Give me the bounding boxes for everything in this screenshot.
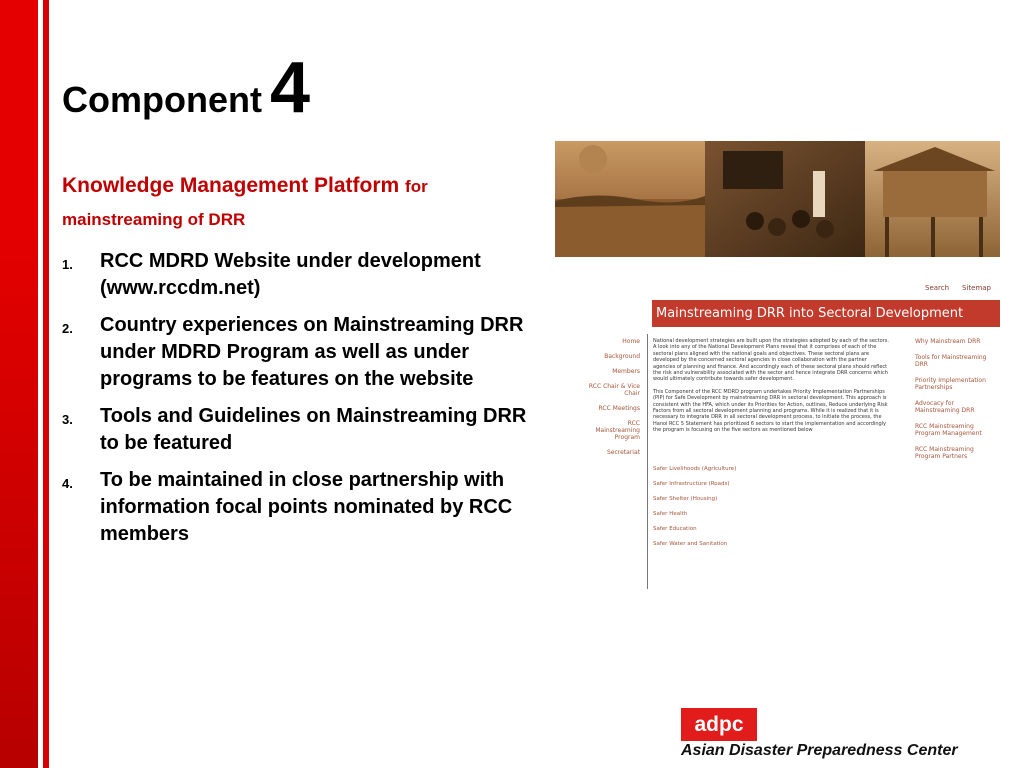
site-paragraph: National development strategies are built upon the strategies adopted by each of the sectors. A look into any of the National Development Plans reveal that it comprises of each of the sectoral plans aligned with the national goals and objectives. These sectoral plans are developed by the concerned sectoral agencies in close collaboration with the partner agencies of planning and finance. And accordingly each of these sectoral plans should reflect the risk and vulnerability associated with the sector and hence integrate DRR concerns which would ultimately contribute towards safer development.	[653, 338, 889, 383]
site-sector-link[interactable]: Safer Water and Sanitation	[653, 541, 728, 547]
site-nav-item[interactable]: Secretariat	[606, 449, 640, 456]
site-left-nav	[585, 338, 640, 464]
list-number: 3.	[62, 412, 73, 427]
organization-name: Asian Disaster Preparedness Center	[681, 742, 958, 759]
site-right-link[interactable]: RCC Mainstreaming Program Management	[915, 422, 982, 437]
site-right-link[interactable]: Tools for Mainstreaming DRR	[915, 353, 987, 368]
list-item	[62, 403, 532, 457]
site-paragraph: This Component of the RCC MDRD program undertakes Priority Implementation Partnerships (PIP) for Safe Development by mainstreaming DRR in sectoral development. This approach is consistent with the HFA, which under its Priorities for Action, outlines, Reduce underlying Risk Factors from all sectoral development planning and programs. While it is realized that it is necessary to integrate DRR in all sectoral development process, to initiate the process, the Hanoi RCC 5 Statement has prioritized 6 sectors to start the implementation and accordingly the program is focusing on the five sectors as mentioned below	[653, 388, 888, 434]
website-screenshot	[585, 280, 1005, 590]
list-number: 2.	[62, 321, 73, 336]
site-sector-link[interactable]: Safer Infrastructure (Roads)	[653, 481, 730, 487]
site-body-text	[653, 338, 889, 440]
header-photo-collage	[555, 141, 1000, 257]
site-search-link[interactable]: Search	[925, 284, 950, 292]
list-text: Country experiences on Mainstreaming DRR under MDRD Program as well as under programs to be features on the website	[100, 314, 524, 390]
site-nav-item[interactable]: Background	[604, 353, 640, 360]
site-sector-link[interactable]: Safer Livelihoods (Agriculture)	[653, 466, 737, 472]
site-nav-item[interactable]: Members	[612, 368, 640, 375]
list-item	[62, 467, 532, 548]
site-banner: Mainstreaming DRR into Sectoral Development	[652, 300, 1000, 327]
title-word: Component	[62, 79, 262, 120]
left-red-bar	[0, 0, 38, 768]
site-sector-link[interactable]: Safer Shelter (Housing)	[653, 496, 718, 502]
site-sector-link[interactable]: Safer Education	[653, 526, 697, 532]
subtitle-for: for	[405, 177, 428, 196]
site-nav-item[interactable]: RCC Chair & Vice Chair	[588, 383, 640, 397]
site-sitemap-link[interactable]: Sitemap	[962, 284, 991, 292]
list-text: RCC MDRD Website under development (www.rccdm.net)	[100, 250, 481, 299]
site-nav-item[interactable]: RCC Meetings	[598, 405, 640, 412]
site-right-link[interactable]: Why Mainstream DRR	[915, 338, 981, 345]
site-right-link[interactable]: Advocacy for Mainstreaming DRR	[915, 399, 975, 414]
site-nav-item[interactable]: RCC Mainstreaming Program	[595, 420, 640, 441]
site-right-link[interactable]: RCC Mainstreaming Program Partners	[915, 445, 974, 460]
list-item	[62, 312, 532, 393]
list-text: To be maintained in close partnership with information focal points nominated by RCC members	[100, 469, 513, 545]
left-thin-red-bar	[43, 0, 49, 768]
adpc-logo: adpc	[681, 708, 757, 741]
subtitle-main: Knowledge Management Platform	[62, 174, 406, 197]
site-right-link[interactable]: Priority Implementation Partnerships	[915, 376, 986, 391]
slide-subtitle	[62, 170, 532, 236]
site-sector-links	[653, 466, 853, 556]
list-text: Tools and Guidelines on Mainstreaming DRR to be featured	[100, 405, 527, 454]
title-number: 4	[269, 48, 311, 128]
site-sector-link[interactable]: Safer Health	[653, 511, 688, 517]
list-item	[62, 248, 532, 302]
list-number: 1.	[62, 257, 73, 272]
subtitle-rest: mainstreaming of DRR	[62, 210, 246, 229]
bullet-list	[62, 248, 532, 558]
site-nav-item[interactable]: Home	[622, 338, 640, 345]
site-divider	[647, 334, 648, 589]
list-number: 4.	[62, 476, 73, 491]
site-right-links	[915, 338, 995, 469]
slide-title	[62, 48, 311, 128]
